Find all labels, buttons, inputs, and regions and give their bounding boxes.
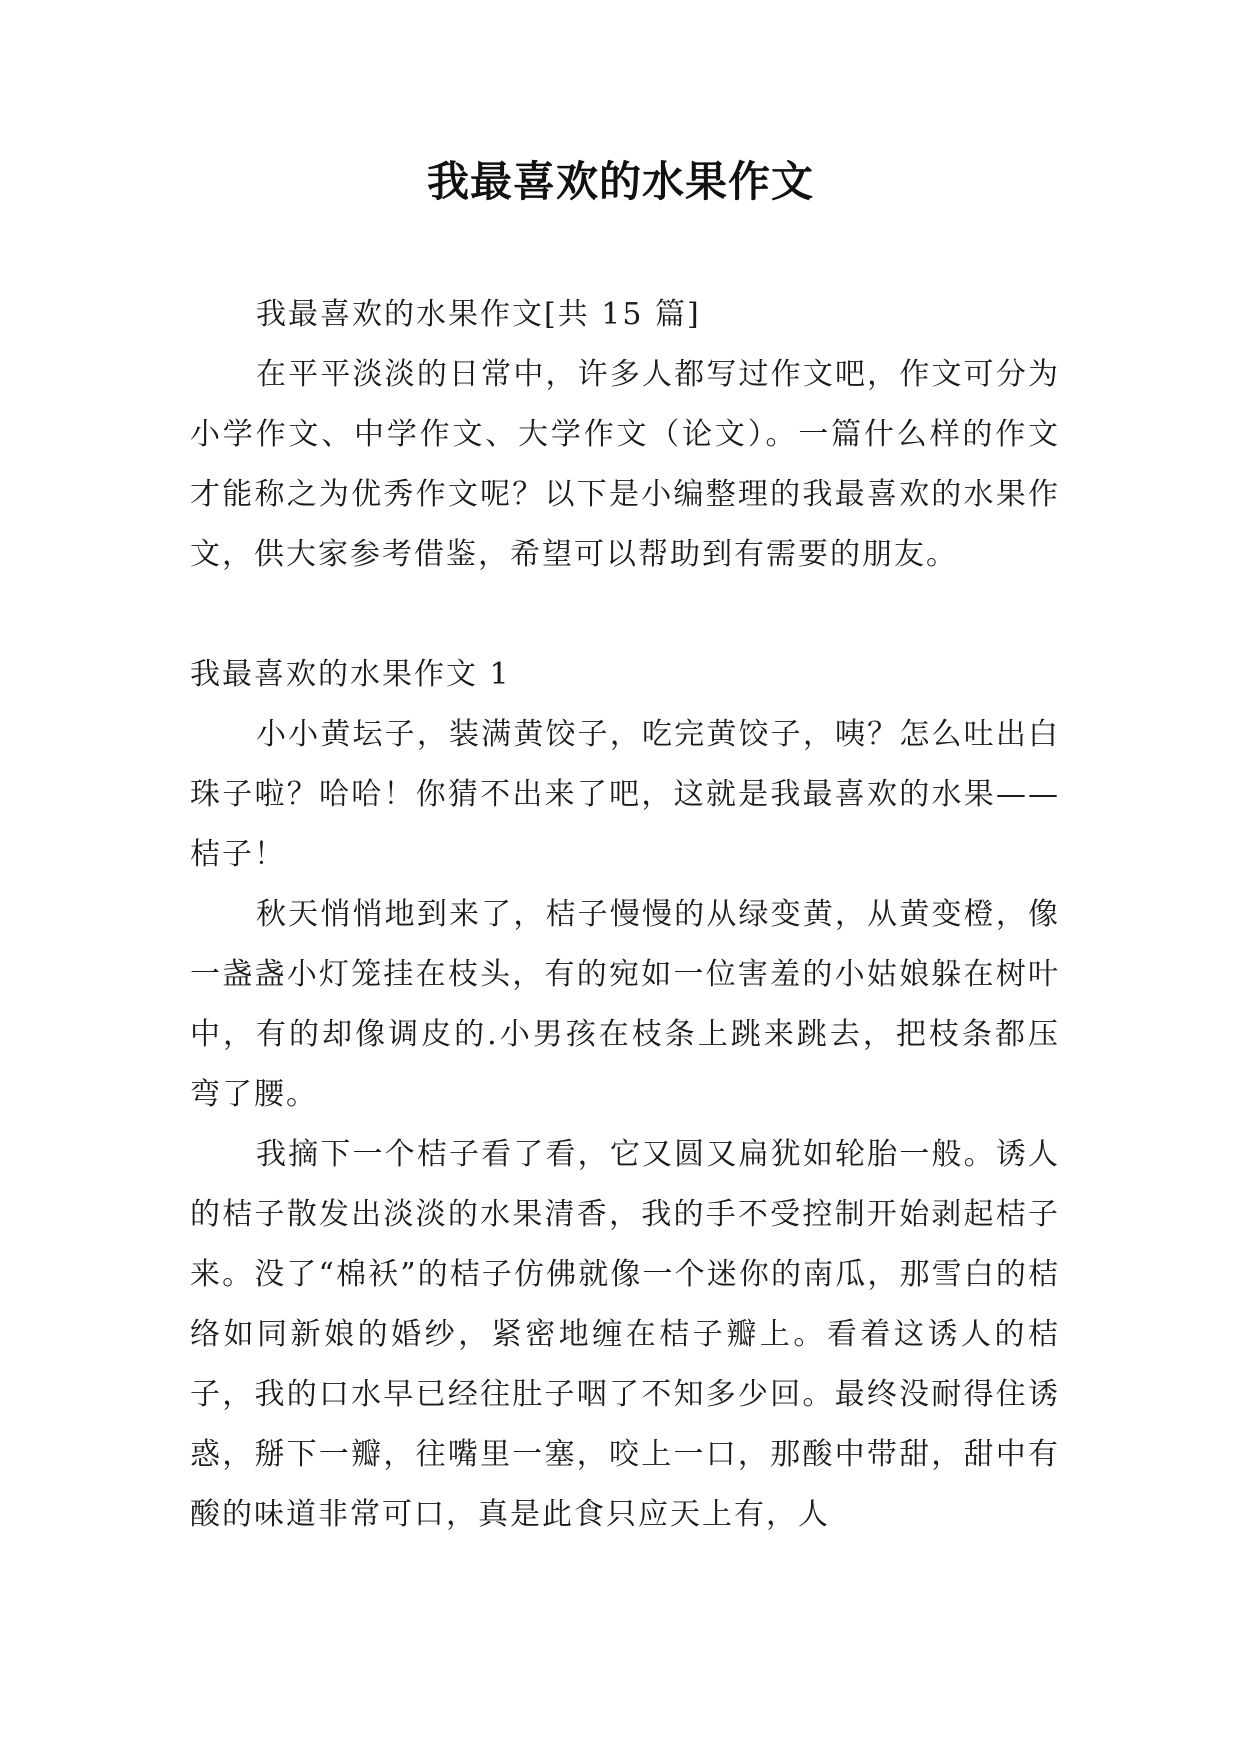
document-title: 我最喜欢的水果作文 [426,157,814,206]
document-subtitle: 我最喜欢的水果作文[共 15 篇] [256,297,701,332]
body-paragraph: 小小黄坛子，装满黄饺子，吃完黄饺子，咦？怎么吐出白珠子啦？哈哈！你猜不出来了吧，这就是我最喜欢的水果——桔子！ [190,717,1060,872]
section-heading: 我最喜欢的水果作文 1 [190,657,511,692]
body-paragraph: 秋天悄悄地到来了，桔子慢慢的从绿变黄，从黄变橙，像一盏盏小灯笼挂在枝头，有的宛如一位害羞的小姑娘躲在树叶中，有的却像调皮的.小男孩在枝条上跳来跳去，把枝条都压弯了腰。 [190,897,1060,1112]
document-body [190,285,1060,1545]
body-paragraph: 我摘下一个桔子看了看，它又圆又扁犹如轮胎一般。诱人的桔子散发出淡淡的水果清香，我的手不受控制开始剥起桔子来。没了“棉袄”的桔子仿佛就像一个迷你的南瓜，那雪白的桔络如同新娘的婚纱，紧密地缠在桔子瓣上。看着这诱人的桔子，我的口水早已经往肚子咽了不知多少回。最终没耐得住诱惑，掰下一瓣，往嘴里一塞，咬上一口，那酸中带甜，甜中有酸的味道非常可口，真是此食只应天上有，人 [190,1137,1060,1532]
intro-paragraph: 在平平淡淡的日常中，许多人都写过作文吧，作文可分为小学作文、中学作文、大学作文（论文）。一篇什么样的作文才能称之为优秀作文呢？以下是小编整理的我最喜欢的水果作文，供大家参考借鉴，希望可以帮助到有需要的朋友。 [190,357,1060,572]
